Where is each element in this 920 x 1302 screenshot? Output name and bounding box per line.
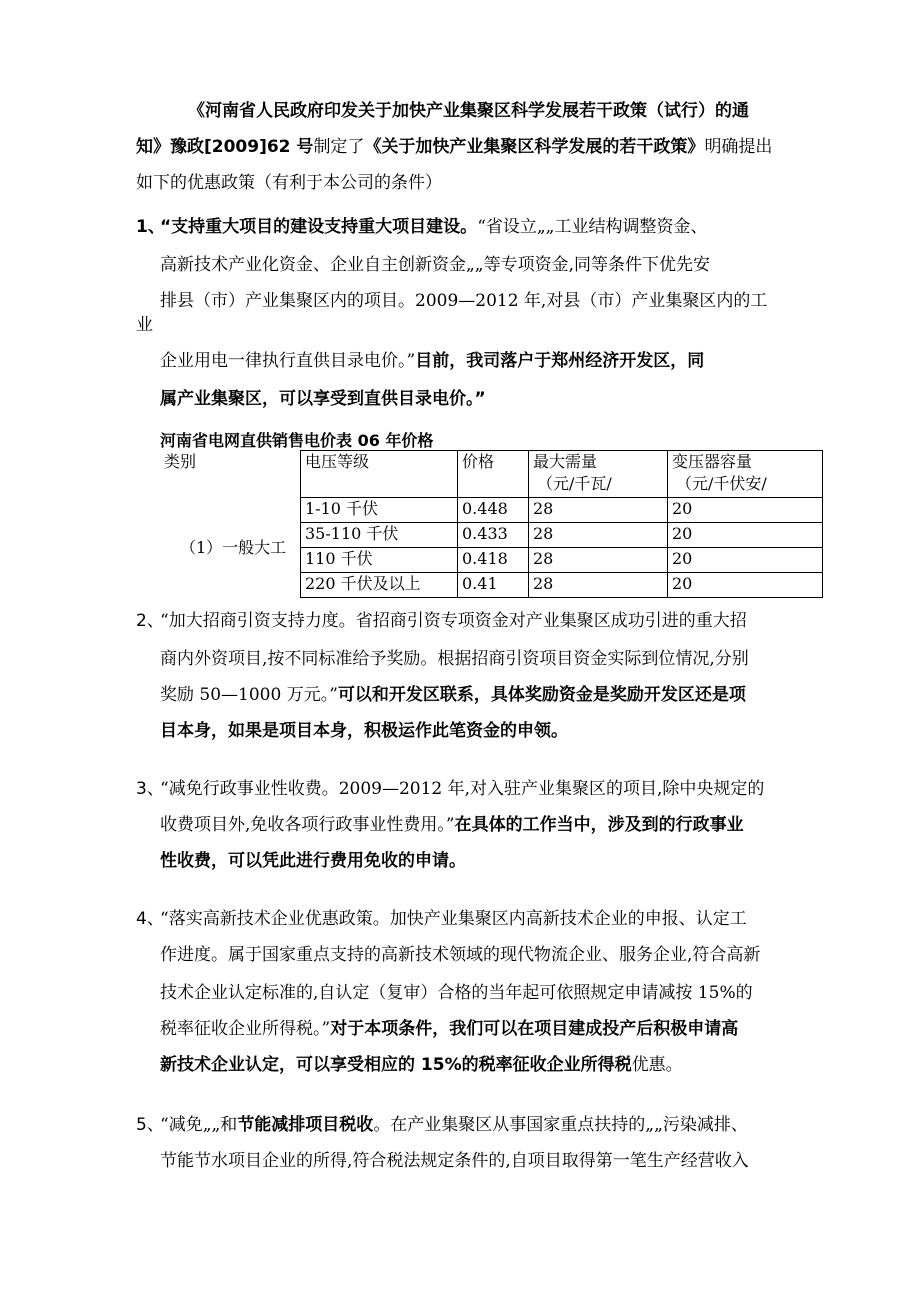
table-cell: 20: [668, 548, 823, 573]
item-4-bold-5: 新技术企业认定，可以享受相应的 15%的税率征收企业所得税: [160, 1055, 632, 1075]
item-4-line-4: [160, 1018, 738, 1040]
table-cell: 20: [668, 523, 823, 548]
table-cell: 20: [668, 498, 823, 523]
item-1-text-3: 排县（市）产业集聚区内的项目。2009—2012 年,对县（市）产业集聚区内的工: [160, 291, 768, 311]
header-transformer-label: 变压器容量: [672, 452, 753, 471]
item-2-line-4: [160, 720, 568, 742]
intro-line-3: [136, 172, 442, 194]
header-transformer-unit: （元/千伏安/: [676, 474, 767, 493]
intro-text-3: 明确提出: [704, 137, 773, 157]
intro-doc-number: 知》豫政[2009]62 号: [136, 137, 314, 157]
table-cell: 0.41: [458, 573, 529, 598]
table-cell: 1-10 千伏: [301, 498, 458, 523]
table-cell: 0.418: [458, 548, 529, 573]
item-2-line-3: [160, 684, 746, 706]
intro-policy-title: 《关于加快产业集聚区科学发展的若干政策》: [364, 137, 705, 157]
table-cell: 28: [529, 573, 668, 598]
item-2-text-3: 奖励 50—1000 万元。”: [160, 685, 338, 705]
header-voltage-label: 电压等级: [305, 452, 370, 471]
item-1-text-5: 企业用电一律执行直供目录电价。”: [160, 351, 416, 371]
item-4-line-5: [160, 1054, 683, 1076]
item-1-bold-5: 目前，我司落户于郑州经济开发区，同: [415, 351, 705, 371]
intro-text-2: 制定了: [313, 137, 365, 157]
item-1-text-2: 高新技术产业化资金、企业自主创新资金„„等专项资金,同等条件下优先安: [160, 255, 711, 275]
item-5-line-2: [160, 1150, 749, 1172]
item-5-text-1b: 。在产业集聚区从事国家重点扶持的„„污染减排、: [373, 1115, 748, 1135]
category-cell: （1）一般大工: [180, 537, 287, 557]
table-cell: 20: [668, 573, 823, 598]
item-4-text-3: 技术企业认定标准的,自认定（复审）合格的当年起可依照规定申请减按 15%的: [160, 983, 753, 1003]
item-1-bold-6: 属产业集聚区，可以享受到直供目录电价。”: [160, 389, 486, 409]
table-header-row: [160, 451, 823, 498]
item-5-line-1: [160, 1114, 748, 1136]
table-cell: 28: [529, 523, 668, 548]
item-3-bold-2: 在具体的工作当中，涉及到的行政事业: [454, 815, 744, 835]
item-4-line-3: [160, 982, 753, 1004]
item-5-text-2: 节能节水项目企业的所得,符合税法规定条件的,自项目取得第一笔生产经营收入: [160, 1151, 749, 1171]
item-1-line-4: [136, 314, 153, 336]
item-1-text-4: 业: [136, 315, 153, 335]
table-cell: 28: [529, 498, 668, 523]
item-3-line-2: [160, 814, 744, 836]
item-4-line-1: [160, 908, 747, 930]
header-voltage: [301, 451, 458, 498]
intro-text-1: 《河南省人民政府印发关于加快产业集聚区科学发展若干政策（试行）的通: [188, 101, 749, 121]
item-2-line-2: [160, 648, 749, 670]
item-1-line-5: [160, 350, 704, 372]
item-3-number: 3、: [136, 779, 164, 799]
intro-line-2: [136, 136, 772, 158]
item-5-bold-1: 节能减排项目税收: [237, 1115, 374, 1135]
item-4-bold-4: 对于本项条件，我们可以在项目建成投产后积极申请高: [330, 1019, 739, 1039]
item-1-line-1: [160, 216, 708, 238]
table-cell: 35-110 千伏: [301, 523, 458, 548]
item-3-line-3: [160, 850, 466, 872]
table-cell: 110 千伏: [301, 548, 458, 573]
table-cell: 28: [529, 548, 668, 573]
item-4-text-1: “落实高新技术企业优惠政策。加快产业集聚区内高新技术企业的申报、认定工: [160, 909, 747, 929]
header-price: [458, 451, 529, 498]
item-1-bold-1: “支持重大项目的建设支持重大项目建设。: [160, 217, 478, 237]
item-5-number: 5、: [136, 1115, 164, 1135]
item-2-line-1: [160, 610, 747, 632]
item-2-text-2: 商内外资项目,按不同标准给予奖励。根据招商引资项目资金实际到位情况,分别: [160, 649, 749, 669]
item-3-text-1: “减免行政事业性收费。2009—2012 年,对入驻产业集聚区的项目,除中央规定的: [160, 779, 765, 799]
header-price-label: 价格: [462, 452, 495, 471]
item-2-bold-4: 目本身，如果是项目本身，积极运作此笔资金的申领。: [160, 721, 568, 741]
intro-line-1: [188, 100, 749, 122]
header-max-demand: [529, 451, 668, 498]
item-2-bold-3: 可以和开发区联系，具体奖励资金是奖励开发区还是项: [337, 685, 746, 705]
item-2-text-1: “加大招商引资支持力度。省招商引资专项资金对产业集聚区成功引进的重大招: [160, 611, 747, 631]
price-table: [160, 450, 823, 598]
table-cell: 0.448: [458, 498, 529, 523]
item-5-text-1: “减免„„和: [160, 1115, 238, 1135]
item-4-text-2: 作进度。属于国家重点支持的高新技术领域的现代物流企业、服务企业,符合高新: [160, 945, 761, 965]
item-4-line-2: [160, 944, 760, 966]
table-caption: 河南省电网直供销售电价表 06 年价格: [160, 431, 434, 450]
item-1-line-2: [160, 254, 710, 276]
table-row: [160, 498, 823, 523]
intro-text-4: 如下的优惠政策（有利于本公司的条件）: [136, 173, 442, 193]
table-cell: 0.433: [458, 523, 529, 548]
item-3-text-2: 收费项目外,免收各项行政事业性费用。”: [160, 815, 455, 835]
table-cell: 220 千伏及以上: [301, 573, 458, 598]
header-transformer: [668, 451, 823, 498]
item-1-line-6: [160, 388, 486, 410]
header-max-demand-label: 最大需量: [533, 452, 598, 471]
header-max-demand-unit: （元/千瓦/: [537, 474, 612, 493]
item-1-line-3: [160, 290, 767, 312]
item-1-text-1: “省设立„„工业结构调整资金、: [477, 217, 708, 237]
item-4-text-4: 税率征收企业所得税。”: [160, 1019, 331, 1039]
item-2-number: 2、: [136, 611, 164, 631]
item-3-line-1: [160, 778, 764, 800]
category-header: 类别: [164, 451, 197, 471]
item-4-number: 4、: [136, 909, 164, 929]
item-3-bold-3: 性收费，可以凭此进行费用免收的申请。: [160, 851, 466, 871]
item-4-text-5: 优惠。: [631, 1055, 683, 1075]
item-1-number: 1、: [136, 217, 165, 237]
